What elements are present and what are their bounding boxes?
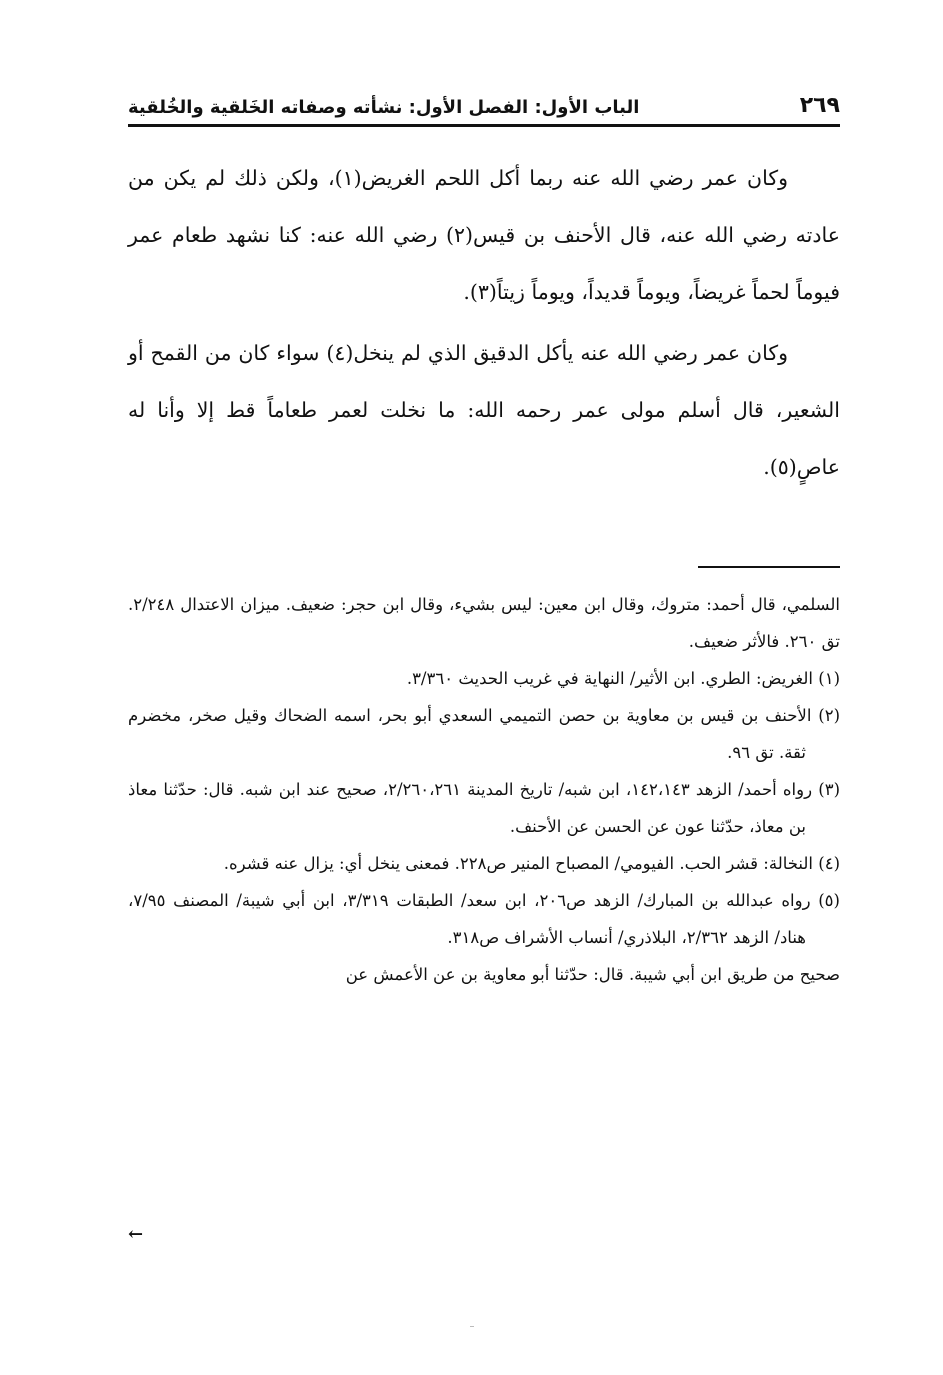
scan-speck xyxy=(470,1326,474,1327)
footnote-separator xyxy=(698,566,840,568)
footnotes xyxy=(128,586,840,993)
footnote: (٥) رواه عبدالله بن المبارك/ الزهد ص٢٠٦، ابن سعد/ الطبقات ٣/٣١٩، ابن أبي شيبة/ المصنف ٧/٩٥، هناد/ الزهد ٢/٣٦٢، البلاذري/ أنساب الأشراف ص٣١٨. xyxy=(128,891,840,947)
page-header xyxy=(128,86,840,127)
running-title: الباب الأول: الفصل الأول: نشأته وصفاته الخَلقية والخُلقية xyxy=(128,97,640,118)
footnote-continuation: السلمي، قال أحمد: متروك، وقال ابن معين: ليس بشيء، وقال ابن حجر: ضعيف. ميزان الاعتدال ٢/٢٤٨. تق ٢٦٠. فالأثر ضعيف. xyxy=(128,595,840,651)
paragraph: وكان عمر رضي الله عنه يأكل الدقيق الذي لم ينخل(٤) سواء كان من القمح أو الشعير، قال أسلم مولى عمر رحمه الله: ما نخلت لعمر طعاماً قط إلا وأنا له عاصٍ(٥). xyxy=(128,341,840,479)
continuation-arrow-icon: ← xyxy=(128,1224,144,1245)
footnote: (٢) الأحنف بن قيس بن معاوية بن حصن التميمي السعدي أبو بحر، اسمه الضحاك وقيل صخر، مخضرم ثقة. تق ٩٦. xyxy=(128,706,840,762)
paragraph: وكان عمر رضي الله عنه ربما أكل اللحم الغريض(١)، ولكن ذلك لم يكن من عادته رضي الله عنه، قال الأحنف بن قيس(٢) رضي الله عنه: كنا نشهد طعام عمر فيوماً لحماً غريضاً، ويوماً قديداً، ويوماً زيتاً(٣). xyxy=(128,166,840,304)
main-text xyxy=(128,150,840,500)
footnote: (١) الغريض: الطري. ابن الأثير/ النهاية في غريب الحديث ٣/٣٦٠. xyxy=(406,669,840,688)
footnote-trailing: صحيح من طريق ابن أبي شيبة. قال: حدّثنا أبو معاوية بن عن الأعمش عن xyxy=(345,965,840,984)
footnote: (٣) رواه أحمد/ الزهد ١٤٢،١٤٣، ابن شبه/ تاريخ المدينة ٢/٢٦٠،٢٦١، صحيح عند ابن شبه. قال: حدّثنا معاذ بن معاذ، حدّثنا عون عن الحسن عن الأحنف. xyxy=(128,780,841,836)
footnote: (٤) النخالة: قشر الحب. الفيومي/ المصباح المنير ص٢٢٨. فمعنى ينخل أي: يزال عنه قشره. xyxy=(223,854,840,873)
page-number: ٢٦٩ xyxy=(799,93,840,118)
